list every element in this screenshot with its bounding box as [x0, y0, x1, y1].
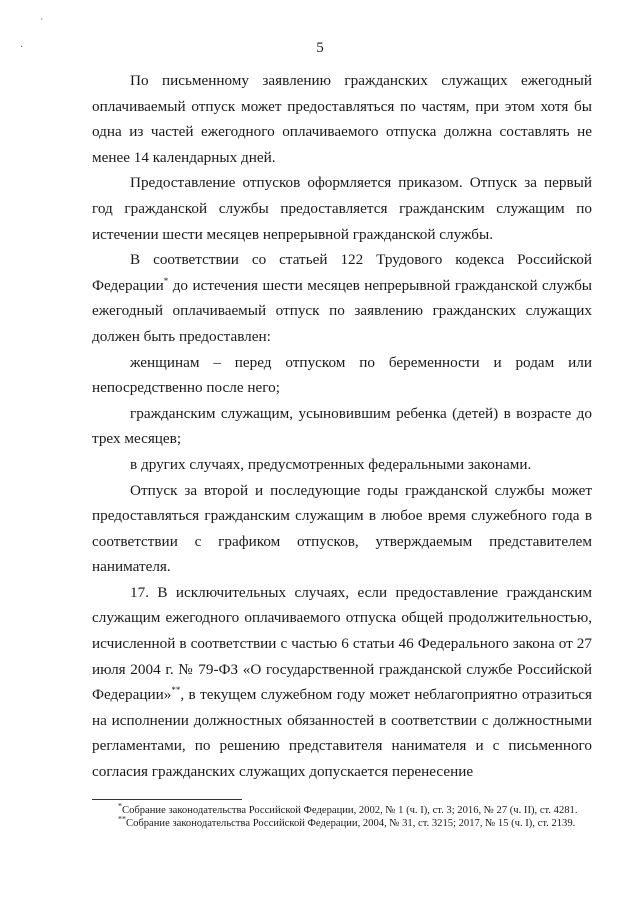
paragraph-text: , в текущем служебном году может неблагоприятно отразиться на исполнении должностных обязанностей в соответствии с должностными регламентами, по решению представителя нанимателя и с письменного согласия гражданских служащих допускается перенесение — [92, 686, 592, 781]
list-paragraph: гражданским служащим, усыновившим ребенка (детей) в возрасте до трех месяцев; — [92, 404, 592, 448]
paragraph-text: 17. В исключительных случаях, если предоставление гражданским служащим ежегодного оплачиваемого отпуска общей продолжительностью, исчисленной в соответствии с частью 6 статьи 46 Федерального закона от 27 июля 2004 г. № 79-ФЗ «О государственной гражданской службе Российской Федерации» — [92, 583, 592, 704]
paragraph: Предоставление отпусков оформляется приказом. Отпуск за первый год гражданской службы предоставляется гражданским служащим по истечении шести месяцев непрерывной гражданской службы. — [92, 174, 592, 243]
list-paragraph: женщинам – перед отпуском по беременности и родам или непосредственно после него; — [92, 353, 592, 397]
list-paragraph: в других случаях, предусмотренных федеральными законами. — [130, 455, 532, 473]
footnote — [118, 814, 598, 830]
footnote — [118, 801, 598, 817]
scan-speck: ˋ — [40, 18, 44, 29]
footnote-text: Собрание законодательства Российской Федерации, 2002, № 1 (ч. I), ст. 3; 2016, № 27 (ч. II), ст. 4281. — [122, 805, 578, 816]
paragraph-with-footnote-ref — [92, 247, 592, 349]
paragraph-text: до истечения шести месяцев непрерывной гражданской службы ежегодный оплачиваемый отпуск по заявлению гражданских служащих должен быть предоставлен: — [92, 276, 592, 345]
paragraph-with-footnote-ref — [92, 580, 592, 785]
footnote-mark: ** — [118, 814, 126, 824]
scan-speck: · — [20, 42, 24, 53]
footnotes — [118, 801, 598, 830]
footnote-text: Собрание законодательства Российской Федерации, 2004, № 31, ст. 3215; 2017, № 15 (ч. I), ст. 2139. — [126, 818, 576, 829]
paragraph-text: В соответствии со статьей 122 Трудового кодекса Российской Федерации — [92, 251, 592, 294]
footnote-mark: * — [118, 801, 122, 811]
footnote-reference: ** — [171, 685, 181, 696]
paragraph: Отпуск за второй и последующие годы гражданской службы может предоставляться гражданским служащим в любое время служебного года в соответствии с графиком отпусков, утверждаемым представителем нанимателя. — [92, 481, 592, 576]
paragraph: По письменному заявлению гражданских служащих ежегодный оплачиваемый отпуск может предоставляться по частям, при этом хотя бы одна из частей ежегодного оплачиваемого отпуска должна составлять не менее 14 календарных дней. — [92, 72, 592, 166]
footnote-separator — [92, 799, 242, 800]
document-body — [92, 68, 592, 785]
footnote-reference: * — [163, 275, 169, 286]
page-number: 5 — [316, 40, 324, 56]
